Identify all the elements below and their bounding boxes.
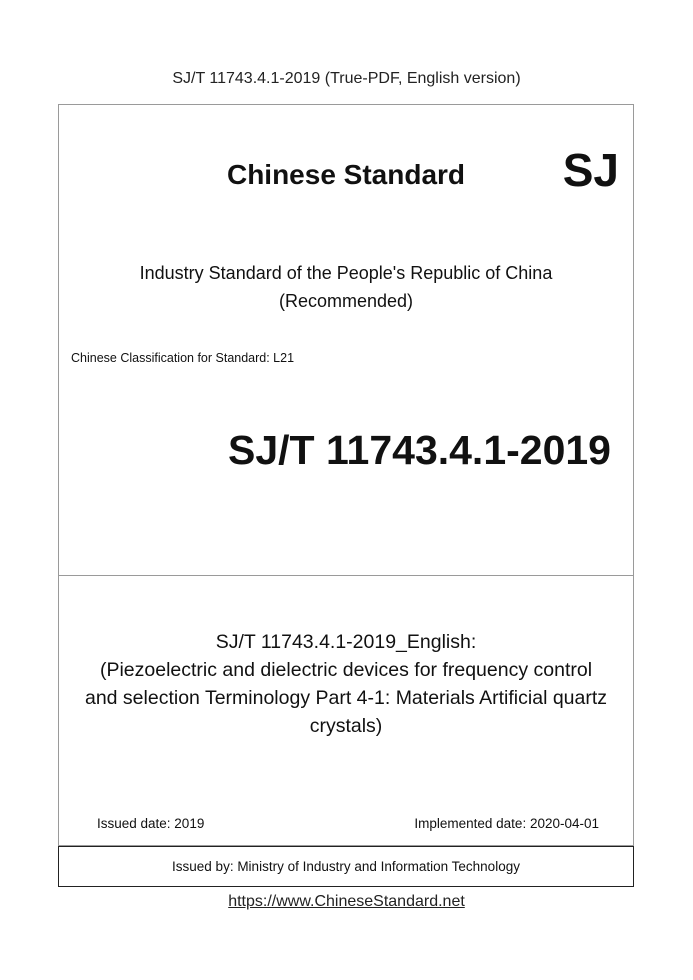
recommended-line: (Recommended) [278, 291, 414, 311]
english-title-line: SJ/T 11743.4.1-2019_English: [215, 631, 477, 653]
english-title-line: crystals) [309, 715, 383, 737]
english-title-line: (Piezoelectric and dielectric devices for frequency control [99, 659, 593, 681]
industry-standard-block [59, 259, 633, 315]
document-header: SJ/T 11743.4.1-2019 (True-PDF, English version) [172, 70, 521, 87]
issuer-box: Issued by: Ministry of Industry and Information Technology [58, 846, 634, 887]
website-link[interactable]: https://www.ChineseStandard.net [228, 893, 465, 910]
cover-frame [58, 104, 634, 846]
industry-line: Industry Standard of the People's Republic of China [139, 263, 553, 283]
english-title-line: and selection Terminology Part 4-1: Materials Artificial quartz [84, 687, 608, 709]
standard-number: SJ/T 11743.4.1-2019 [228, 427, 611, 473]
standard-type-title: Chinese Standard [226, 159, 466, 190]
issued-date: Issued date: 2019 [97, 816, 205, 831]
implemented-date: Implemented date: 2020-04-01 [414, 816, 599, 831]
english-title-block [59, 628, 633, 740]
classification-text: Chinese Classification for Standard: L21 [71, 351, 295, 365]
sj-mark: SJ [562, 144, 619, 196]
cover-top-section [59, 105, 633, 576]
